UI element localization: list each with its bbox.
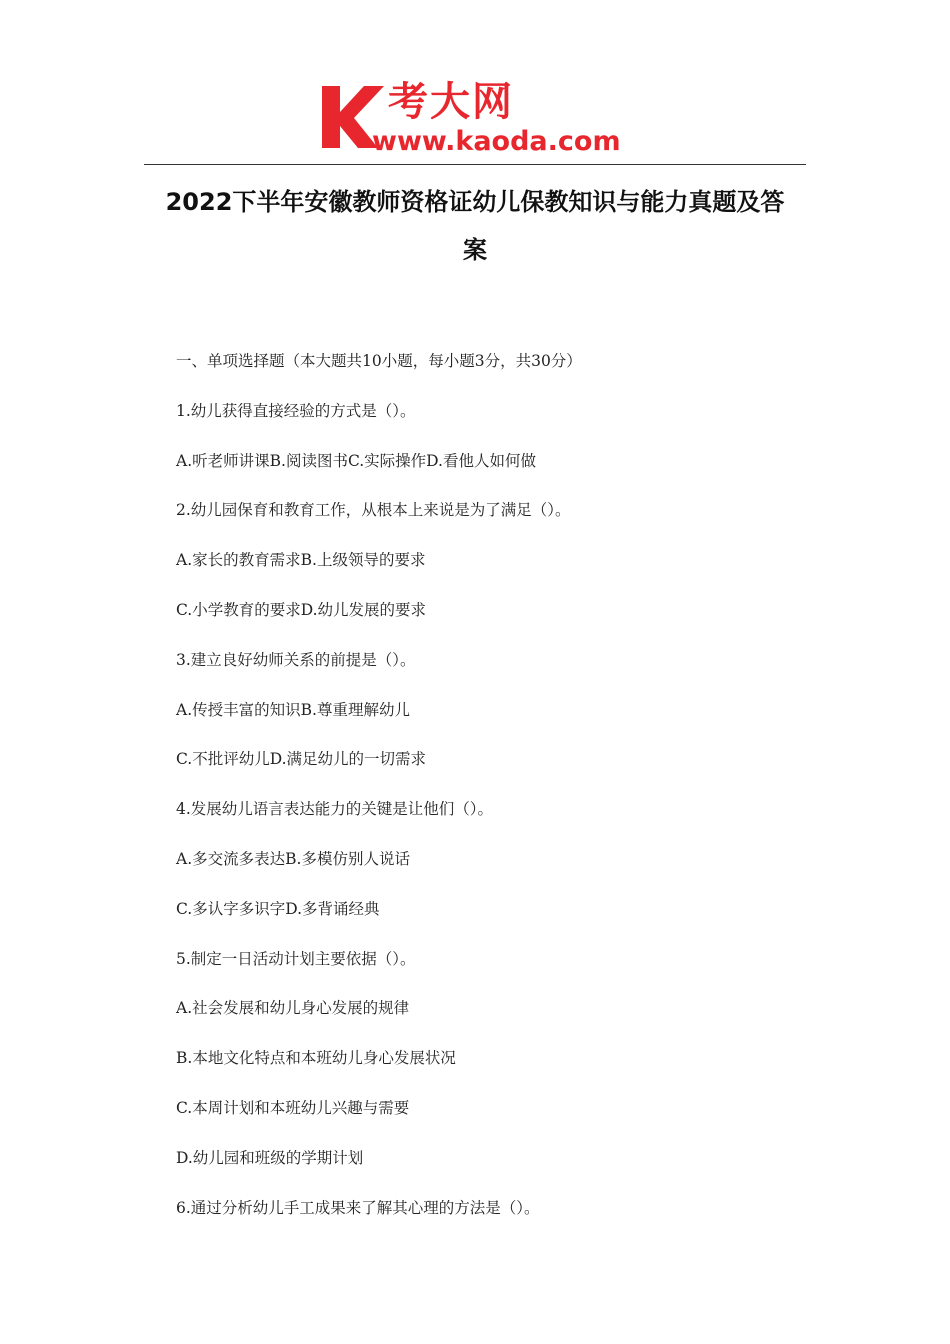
question-5-option-c: C.本周计划和本班幼儿兴趣与需要 <box>176 1098 410 1117</box>
title-line-2: 案 <box>463 236 487 264</box>
question-4: 4.发展幼儿语言表达能力的关键是让他们（）。 <box>176 800 494 819</box>
document-title <box>140 178 810 274</box>
question-6: 6.通过分析幼儿手工成果来了解其心理的方法是（）。 <box>176 1198 540 1217</box>
site-logo[interactable] <box>318 78 638 160</box>
question-5-option-a: A.社会发展和幼儿身心发展的规律 <box>176 999 410 1018</box>
header-divider <box>144 164 806 165</box>
question-3: 3.建立良好幼师关系的前提是（）。 <box>176 650 416 669</box>
question-5-option-d: D.幼儿园和班级的学期计划 <box>176 1148 364 1167</box>
document-body <box>176 337 816 1233</box>
question-5-option-b: B.本地文化特点和本班幼儿身心发展状况 <box>176 1049 456 1068</box>
question-4-options-ab: A.多交流多表达B.多模仿别人说话 <box>176 849 410 868</box>
section-heading: 一、单项选择题（本大题共10小题，每小题3分，共30分） <box>176 352 582 370</box>
logo-wordmark: 考大网 <box>388 79 514 125</box>
question-5: 5.制定一日活动计划主要依据（）。 <box>176 949 416 968</box>
question-1-options: A.听老师讲课B.阅读图书C.实际操作D.看他人如何做 <box>176 451 536 470</box>
question-2: 2.幼儿园保育和教育工作，从根本上来说是为了满足（）。 <box>176 501 571 520</box>
question-2-options-cd: C.小学教育的要求D.幼儿发展的要求 <box>176 600 427 619</box>
question-2-options-ab: A.家长的教育需求B.上级领导的要求 <box>176 551 426 570</box>
question-4-options-cd: C.多认字多识字D.多背诵经典 <box>176 899 380 918</box>
question-3-options-cd: C.不批评幼儿D.满足幼儿的一切需求 <box>176 750 427 769</box>
title-line-1: 2022下半年安徽教师资格证幼儿保教知识与能力真题及答 <box>165 188 785 216</box>
logo-url: www.kaoda.com <box>372 126 621 157</box>
question-1: 1.幼儿获得直接经验的方式是（）。 <box>176 401 416 420</box>
question-3-options-ab: A.传授丰富的知识B.尊重理解幼儿 <box>176 700 410 719</box>
